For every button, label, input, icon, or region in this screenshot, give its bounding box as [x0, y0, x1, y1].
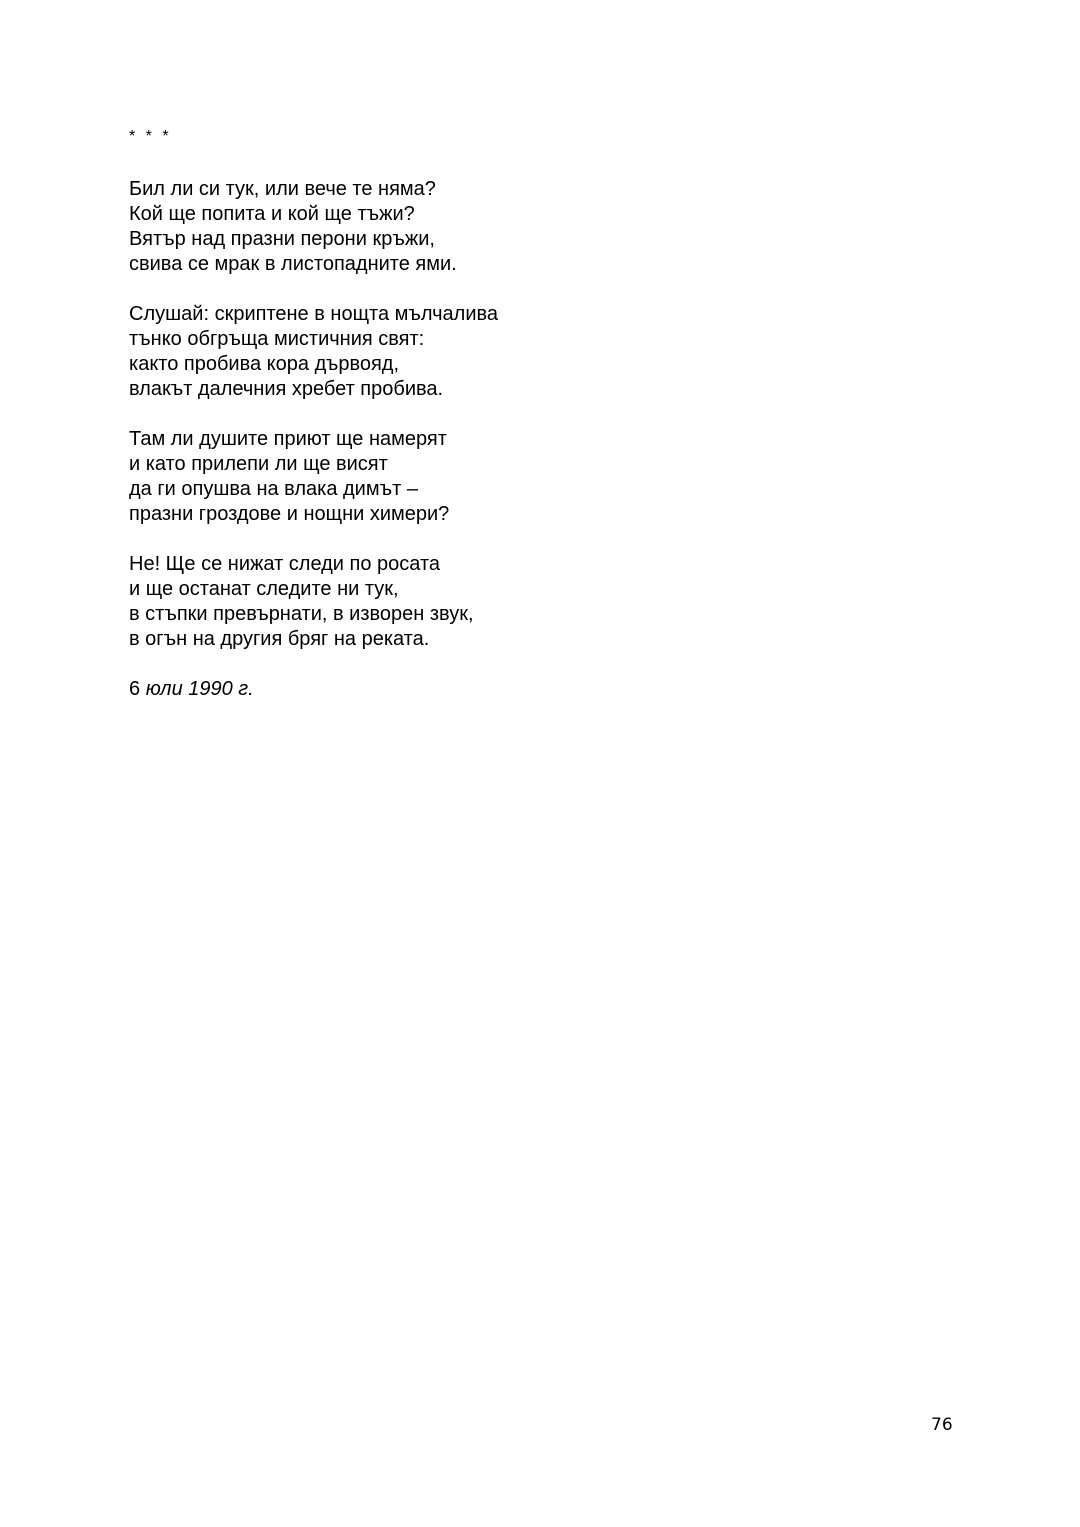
poem-line: и ще останат следите ни тук,	[129, 578, 399, 600]
poem-line: Бил ли си тук, или вече те няма?	[129, 178, 436, 200]
poem-line: в огън на другия бряг на реката.	[129, 628, 430, 650]
stanza-4	[129, 552, 829, 652]
stanza-3	[129, 427, 829, 527]
poem-line: свива се мрак в листопадните ями.	[129, 253, 457, 275]
poem	[129, 127, 829, 702]
page-number: 76	[931, 1415, 953, 1435]
stanza-2	[129, 302, 829, 402]
poem-line: да ги опушва на влака димът –	[129, 478, 418, 500]
poem-line: в стъпки превърнати, в изворен звук,	[129, 603, 474, 625]
stanza-1	[129, 177, 829, 277]
poem-line: Кой ще попита и кой ще тъжи?	[129, 203, 415, 225]
poem-line: и като прилепи ли ще висят	[129, 453, 388, 475]
date-day: 6	[129, 678, 141, 700]
poem-line: тънко обгръща мистичния свят:	[129, 328, 425, 350]
poem-line: Слушай: скриптене в нощта мълчалива	[129, 303, 499, 325]
poem-line: влакът далечния хребет пробива.	[129, 378, 444, 400]
poem-line: празни гроздове и нощни химери?	[129, 503, 450, 525]
poem-line: Вятър над празни перони кръжи,	[129, 228, 435, 250]
poem-line: Не! Ще се нижат следи по росата	[129, 553, 441, 575]
poem-date	[129, 677, 829, 702]
poem-line: Там ли душите приют ще намерят	[129, 428, 447, 450]
poem-line: както пробива кора дървояд,	[129, 353, 400, 375]
date-month-year: юли 1990 г.	[145, 678, 254, 700]
poem-separator: * * *	[129, 128, 169, 145]
